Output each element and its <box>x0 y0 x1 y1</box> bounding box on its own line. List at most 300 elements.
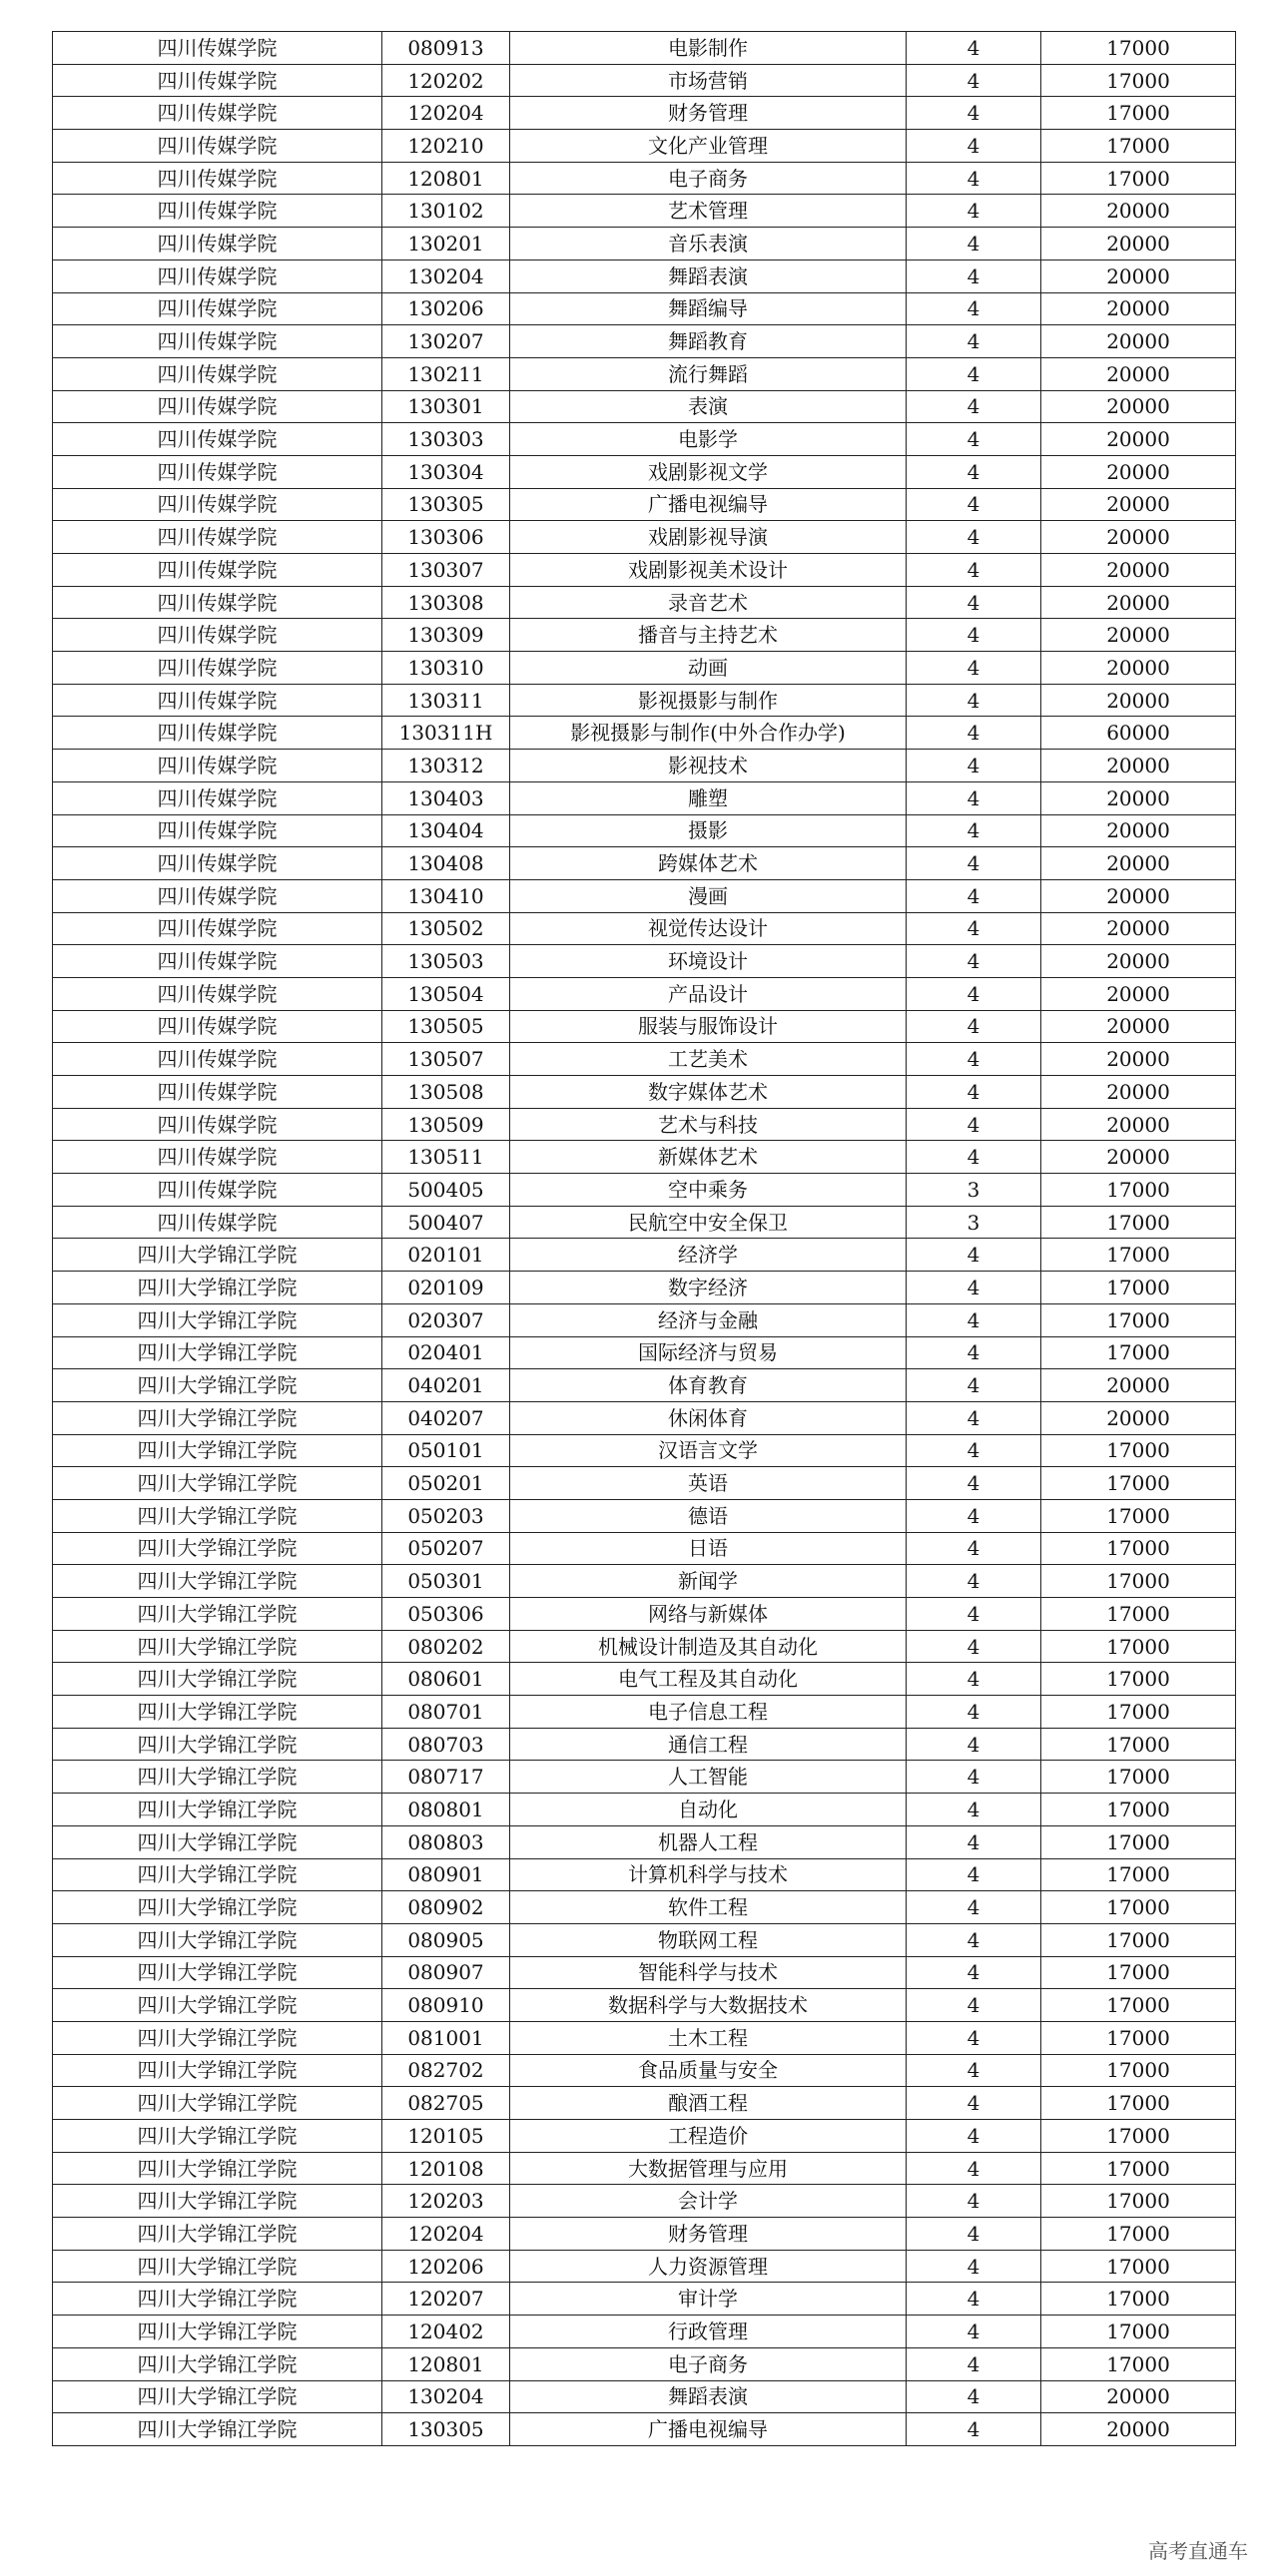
table-row <box>53 325 1236 358</box>
school-cell: 四川大学锦江学院 <box>53 2413 382 2446</box>
duration-cell: 4 <box>907 228 1041 260</box>
duration-cell: 4 <box>907 2380 1041 2413</box>
major-name-cell: 财务管理 <box>510 97 907 130</box>
table-row <box>53 684 1236 717</box>
duration-cell: 4 <box>907 977 1041 1010</box>
major-name-cell: 产品设计 <box>510 977 907 1010</box>
duration-cell: 4 <box>907 1401 1041 1434</box>
major-code-cell: 130201 <box>382 228 510 260</box>
major-name-cell: 影视技术 <box>510 750 907 782</box>
tuition-cell: 20000 <box>1041 2413 1236 2446</box>
school-cell: 四川大学锦江学院 <box>53 1369 382 1402</box>
table-row <box>53 97 1236 130</box>
duration-cell: 4 <box>907 1956 1041 1989</box>
table-row <box>53 162 1236 195</box>
major-code-cell: 120402 <box>382 2316 510 2348</box>
table-row <box>53 1532 1236 1565</box>
tuition-cell: 20000 <box>1041 2380 1236 2413</box>
school-cell: 四川传媒学院 <box>53 228 382 260</box>
major-name-cell: 艺术管理 <box>510 195 907 228</box>
major-code-cell: 130403 <box>382 781 510 814</box>
tuition-cell: 20000 <box>1041 879 1236 912</box>
tuition-cell: 17000 <box>1041 1434 1236 1467</box>
duration-cell: 4 <box>907 357 1041 390</box>
tuition-cell: 20000 <box>1041 1369 1236 1402</box>
school-cell: 四川大学锦江学院 <box>53 1401 382 1434</box>
major-name-cell: 动画 <box>510 652 907 685</box>
school-cell: 四川传媒学院 <box>53 1141 382 1174</box>
table-row <box>53 2283 1236 2316</box>
tuition-cell: 17000 <box>1041 1696 1236 1729</box>
table-row <box>53 292 1236 325</box>
school-cell: 四川大学锦江学院 <box>53 2347 382 2380</box>
duration-cell: 4 <box>907 2185 1041 2218</box>
duration-cell: 4 <box>907 2120 1041 2153</box>
table-row <box>53 1858 1236 1891</box>
duration-cell: 4 <box>907 292 1041 325</box>
tuition-cell: 17000 <box>1041 1825 1236 1858</box>
school-cell: 四川传媒学院 <box>53 912 382 945</box>
duration-cell: 4 <box>907 652 1041 685</box>
major-name-cell: 戏剧影视导演 <box>510 521 907 554</box>
school-cell: 四川传媒学院 <box>53 195 382 228</box>
duration-cell: 4 <box>907 1141 1041 1174</box>
school-cell: 四川传媒学院 <box>53 1010 382 1043</box>
school-cell: 四川大学锦江学院 <box>53 1467 382 1500</box>
duration-cell: 4 <box>907 162 1041 195</box>
tuition-cell: 17000 <box>1041 162 1236 195</box>
tuition-cell: 17000 <box>1041 1794 1236 1826</box>
major-code-cell: 020307 <box>382 1303 510 1336</box>
school-cell: 四川大学锦江学院 <box>53 2316 382 2348</box>
major-name-cell: 汉语言文学 <box>510 1434 907 1467</box>
school-cell: 四川大学锦江学院 <box>53 2283 382 2316</box>
table-row <box>53 879 1236 912</box>
school-cell: 四川大学锦江学院 <box>53 1761 382 1794</box>
major-code-cell: 130507 <box>382 1043 510 1076</box>
tuition-cell: 17000 <box>1041 1565 1236 1598</box>
table-row <box>53 2250 1236 2283</box>
tuition-cell: 20000 <box>1041 195 1236 228</box>
major-code-cell: 120204 <box>382 97 510 130</box>
major-code-cell: 080703 <box>382 1728 510 1761</box>
tuition-cell: 17000 <box>1041 2283 1236 2316</box>
school-cell: 四川大学锦江学院 <box>53 1923 382 1956</box>
school-cell: 四川传媒学院 <box>53 423 382 456</box>
duration-cell: 4 <box>907 488 1041 521</box>
table-row <box>53 717 1236 750</box>
major-code-cell: 080902 <box>382 1891 510 1924</box>
major-code-cell: 130511 <box>382 1141 510 1174</box>
tuition-cell: 20000 <box>1041 488 1236 521</box>
table-row <box>53 423 1236 456</box>
table-row <box>53 228 1236 260</box>
tuition-cell: 17000 <box>1041 2054 1236 2087</box>
tuition-cell: 17000 <box>1041 1272 1236 1304</box>
table-row <box>53 2347 1236 2380</box>
major-code-cell: 120203 <box>382 2185 510 2218</box>
tuition-cell: 20000 <box>1041 554 1236 587</box>
duration-cell: 4 <box>907 912 1041 945</box>
major-name-cell: 数字媒体艺术 <box>510 1076 907 1109</box>
school-cell: 四川传媒学院 <box>53 325 382 358</box>
major-code-cell: 130308 <box>382 586 510 619</box>
table-row <box>53 390 1236 423</box>
tuition-cell: 20000 <box>1041 847 1236 880</box>
major-name-cell: 电影制作 <box>510 32 907 65</box>
duration-cell: 4 <box>907 2218 1041 2251</box>
major-code-cell: 500407 <box>382 1206 510 1239</box>
major-name-cell: 数据科学与大数据技术 <box>510 1989 907 2022</box>
table-row <box>53 912 1236 945</box>
major-code-cell: 020109 <box>382 1272 510 1304</box>
table-row <box>53 1467 1236 1500</box>
duration-cell: 4 <box>907 1303 1041 1336</box>
major-code-cell: 120801 <box>382 162 510 195</box>
major-code-cell: 130408 <box>382 847 510 880</box>
school-cell: 四川传媒学院 <box>53 390 382 423</box>
duration-cell: 4 <box>907 1434 1041 1467</box>
school-cell: 四川传媒学院 <box>53 717 382 750</box>
duration-cell: 4 <box>907 781 1041 814</box>
school-cell: 四川大学锦江学院 <box>53 2054 382 2087</box>
major-name-cell: 雕塑 <box>510 781 907 814</box>
table-row <box>53 64 1236 97</box>
table-row <box>53 1206 1236 1239</box>
tuition-cell: 20000 <box>1041 325 1236 358</box>
major-name-cell: 机器人工程 <box>510 1825 907 1858</box>
major-name-cell: 艺术与科技 <box>510 1108 907 1141</box>
major-name-cell: 电影学 <box>510 423 907 456</box>
school-cell: 四川传媒学院 <box>53 292 382 325</box>
school-cell: 四川大学锦江学院 <box>53 1239 382 1272</box>
school-cell: 四川传媒学院 <box>53 619 382 652</box>
major-code-cell: 050306 <box>382 1598 510 1631</box>
duration-cell: 4 <box>907 1532 1041 1565</box>
major-code-cell: 130204 <box>382 259 510 292</box>
duration-cell: 4 <box>907 1794 1041 1826</box>
table-row <box>53 2316 1236 2348</box>
major-code-cell: 130503 <box>382 945 510 978</box>
duration-cell: 4 <box>907 1499 1041 1532</box>
duration-cell: 4 <box>907 1728 1041 1761</box>
duration-cell: 4 <box>907 32 1041 65</box>
table-row <box>53 2152 1236 2185</box>
duration-cell: 4 <box>907 1696 1041 1729</box>
school-cell: 四川传媒学院 <box>53 554 382 587</box>
major-name-cell: 影视摄影与制作 <box>510 684 907 717</box>
major-name-cell: 人力资源管理 <box>510 2250 907 2283</box>
duration-cell: 4 <box>907 717 1041 750</box>
tuition-cell: 17000 <box>1041 1663 1236 1696</box>
table-row <box>53 2380 1236 2413</box>
major-code-cell: 130310 <box>382 652 510 685</box>
major-code-cell: 130102 <box>382 195 510 228</box>
table-row <box>53 1630 1236 1663</box>
tuition-cell: 17000 <box>1041 1858 1236 1891</box>
duration-cell: 4 <box>907 1043 1041 1076</box>
duration-cell: 4 <box>907 1565 1041 1598</box>
duration-cell: 4 <box>907 945 1041 978</box>
major-name-cell: 服装与服饰设计 <box>510 1010 907 1043</box>
duration-cell: 4 <box>907 2347 1041 2380</box>
major-name-cell: 音乐表演 <box>510 228 907 260</box>
tuition-cell: 17000 <box>1041 130 1236 163</box>
table-row <box>53 554 1236 587</box>
major-code-cell: 080905 <box>382 1923 510 1956</box>
school-cell: 四川大学锦江学院 <box>53 2185 382 2218</box>
table-row <box>53 586 1236 619</box>
tuition-cell: 17000 <box>1041 1630 1236 1663</box>
tuition-cell: 20000 <box>1041 1076 1236 1109</box>
tuition-cell: 17000 <box>1041 2185 1236 2218</box>
major-name-cell: 行政管理 <box>510 2316 907 2348</box>
school-cell: 四川大学锦江学院 <box>53 1565 382 1598</box>
table-row <box>53 619 1236 652</box>
school-cell: 四川传媒学院 <box>53 652 382 685</box>
tuition-cell: 20000 <box>1041 423 1236 456</box>
duration-cell: 4 <box>907 64 1041 97</box>
school-cell: 四川大学锦江学院 <box>53 1336 382 1369</box>
major-code-cell: 050207 <box>382 1532 510 1565</box>
major-code-cell: 130502 <box>382 912 510 945</box>
school-cell: 四川传媒学院 <box>53 1043 382 1076</box>
table-row <box>53 2413 1236 2446</box>
duration-cell: 4 <box>907 521 1041 554</box>
tuition-cell: 17000 <box>1041 2218 1236 2251</box>
major-code-cell: 080907 <box>382 1956 510 1989</box>
major-code-cell: 050203 <box>382 1499 510 1532</box>
major-code-cell: 120210 <box>382 130 510 163</box>
major-code-cell: 130307 <box>382 554 510 587</box>
tuition-cell: 20000 <box>1041 652 1236 685</box>
major-code-cell: 130301 <box>382 390 510 423</box>
major-name-cell: 广播电视编导 <box>510 488 907 521</box>
major-name-cell: 民航空中安全保卫 <box>510 1206 907 1239</box>
school-cell: 四川大学锦江学院 <box>53 1303 382 1336</box>
major-code-cell: 080901 <box>382 1858 510 1891</box>
duration-cell: 4 <box>907 814 1041 847</box>
tuition-cell: 17000 <box>1041 2316 1236 2348</box>
tuition-cell: 17000 <box>1041 2021 1236 2054</box>
school-cell: 四川大学锦江学院 <box>53 2021 382 2054</box>
table-row <box>53 195 1236 228</box>
table-row <box>53 259 1236 292</box>
major-name-cell: 漫画 <box>510 879 907 912</box>
school-cell: 四川大学锦江学院 <box>53 1989 382 2022</box>
major-name-cell: 经济与金融 <box>510 1303 907 1336</box>
duration-cell: 4 <box>907 1989 1041 2022</box>
school-cell: 四川大学锦江学院 <box>53 1956 382 1989</box>
school-cell: 四川传媒学院 <box>53 781 382 814</box>
table-row <box>53 1728 1236 1761</box>
tuition-cell: 20000 <box>1041 357 1236 390</box>
tuition-cell: 20000 <box>1041 521 1236 554</box>
school-cell: 四川大学锦江学院 <box>53 1858 382 1891</box>
duration-cell: 4 <box>907 2152 1041 2185</box>
major-code-cell: 040207 <box>382 1401 510 1434</box>
table-row <box>53 1761 1236 1794</box>
duration-cell: 3 <box>907 1174 1041 1207</box>
table-row <box>53 1891 1236 1924</box>
major-code-cell: 130306 <box>382 521 510 554</box>
tuition-cell: 20000 <box>1041 619 1236 652</box>
major-name-cell: 舞蹈编导 <box>510 292 907 325</box>
table-row <box>53 455 1236 488</box>
school-cell: 四川大学锦江学院 <box>53 2250 382 2283</box>
major-code-cell: 020401 <box>382 1336 510 1369</box>
tuition-cell: 17000 <box>1041 64 1236 97</box>
duration-cell: 4 <box>907 2054 1041 2087</box>
major-code-cell: 130404 <box>382 814 510 847</box>
major-code-cell: 080701 <box>382 1696 510 1729</box>
tuition-cell: 17000 <box>1041 2152 1236 2185</box>
major-name-cell: 审计学 <box>510 2283 907 2316</box>
school-cell: 四川传媒学院 <box>53 814 382 847</box>
table-row <box>53 1696 1236 1729</box>
tuition-cell: 20000 <box>1041 1141 1236 1174</box>
table-row <box>53 1010 1236 1043</box>
school-cell: 四川大学锦江学院 <box>53 2087 382 2120</box>
major-name-cell: 大数据管理与应用 <box>510 2152 907 2185</box>
school-cell: 四川大学锦江学院 <box>53 1825 382 1858</box>
major-code-cell: 130211 <box>382 357 510 390</box>
major-name-cell: 戏剧影视文学 <box>510 455 907 488</box>
table-row <box>53 2087 1236 2120</box>
tuition-cell: 17000 <box>1041 1499 1236 1532</box>
major-code-cell: 130505 <box>382 1010 510 1043</box>
school-cell: 四川传媒学院 <box>53 97 382 130</box>
tuition-cell: 17000 <box>1041 1174 1236 1207</box>
table-row <box>53 1565 1236 1598</box>
school-cell: 四川传媒学院 <box>53 32 382 65</box>
school-cell: 四川传媒学院 <box>53 259 382 292</box>
duration-cell: 3 <box>907 1206 1041 1239</box>
major-name-cell: 舞蹈教育 <box>510 325 907 358</box>
major-code-cell: 120108 <box>382 2152 510 2185</box>
table-row <box>53 814 1236 847</box>
major-name-cell: 国际经济与贸易 <box>510 1336 907 1369</box>
duration-cell: 4 <box>907 1076 1041 1109</box>
duration-cell: 4 <box>907 2250 1041 2283</box>
school-cell: 四川传媒学院 <box>53 945 382 978</box>
tuition-cell: 20000 <box>1041 586 1236 619</box>
major-name-cell: 自动化 <box>510 1794 907 1826</box>
major-name-cell: 电气工程及其自动化 <box>510 1663 907 1696</box>
table-row <box>53 1598 1236 1631</box>
major-name-cell: 录音艺术 <box>510 586 907 619</box>
major-name-cell: 舞蹈表演 <box>510 259 907 292</box>
duration-cell: 4 <box>907 554 1041 587</box>
major-code-cell: 130508 <box>382 1076 510 1109</box>
tuition-table <box>52 31 1236 2446</box>
duration-cell: 4 <box>907 684 1041 717</box>
table-row <box>53 2185 1236 2218</box>
school-cell: 四川大学锦江学院 <box>53 2218 382 2251</box>
duration-cell: 4 <box>907 1891 1041 1924</box>
major-name-cell: 英语 <box>510 1467 907 1500</box>
major-name-cell: 会计学 <box>510 2185 907 2218</box>
school-cell: 四川大学锦江学院 <box>53 2380 382 2413</box>
tuition-cell: 17000 <box>1041 97 1236 130</box>
major-code-cell: 050201 <box>382 1467 510 1500</box>
major-name-cell: 跨媒体艺术 <box>510 847 907 880</box>
major-name-cell: 体育教育 <box>510 1369 907 1402</box>
major-name-cell: 计算机科学与技术 <box>510 1858 907 1891</box>
major-name-cell: 流行舞蹈 <box>510 357 907 390</box>
duration-cell: 4 <box>907 1858 1041 1891</box>
tuition-cell: 20000 <box>1041 390 1236 423</box>
tuition-cell: 20000 <box>1041 1401 1236 1434</box>
table-row <box>53 1272 1236 1304</box>
tuition-cell: 20000 <box>1041 1043 1236 1076</box>
table-row <box>53 1923 1236 1956</box>
major-code-cell: 130410 <box>382 879 510 912</box>
table-row <box>53 1663 1236 1696</box>
major-code-cell: 130312 <box>382 750 510 782</box>
school-cell: 四川大学锦江学院 <box>53 1532 382 1565</box>
school-cell: 四川传媒学院 <box>53 1174 382 1207</box>
table-row <box>53 1076 1236 1109</box>
major-code-cell: 040201 <box>382 1369 510 1402</box>
major-code-cell: 500405 <box>382 1174 510 1207</box>
tuition-cell: 17000 <box>1041 1956 1236 1989</box>
tuition-cell: 20000 <box>1041 259 1236 292</box>
major-name-cell: 视觉传达设计 <box>510 912 907 945</box>
tuition-cell: 20000 <box>1041 684 1236 717</box>
duration-cell: 4 <box>907 1923 1041 1956</box>
duration-cell: 4 <box>907 1761 1041 1794</box>
tuition-cell: 17000 <box>1041 1728 1236 1761</box>
table-row <box>53 488 1236 521</box>
school-cell: 四川传媒学院 <box>53 357 382 390</box>
table-row <box>53 1303 1236 1336</box>
major-code-cell: 130504 <box>382 977 510 1010</box>
table-row <box>53 847 1236 880</box>
duration-cell: 4 <box>907 1272 1041 1304</box>
table-row <box>53 1141 1236 1174</box>
major-name-cell: 通信工程 <box>510 1728 907 1761</box>
major-code-cell: 120801 <box>382 2347 510 2380</box>
major-code-cell: 130305 <box>382 488 510 521</box>
tuition-cell: 20000 <box>1041 228 1236 260</box>
major-code-cell: 130309 <box>382 619 510 652</box>
major-code-cell: 130206 <box>382 292 510 325</box>
major-name-cell: 环境设计 <box>510 945 907 978</box>
major-name-cell: 电子商务 <box>510 162 907 195</box>
major-code-cell: 020101 <box>382 1239 510 1272</box>
major-name-cell: 软件工程 <box>510 1891 907 1924</box>
table-row <box>53 1043 1236 1076</box>
major-name-cell: 空中乘务 <box>510 1174 907 1207</box>
school-cell: 四川传媒学院 <box>53 130 382 163</box>
duration-cell: 4 <box>907 390 1041 423</box>
tuition-cell: 17000 <box>1041 1598 1236 1631</box>
major-name-cell: 舞蹈表演 <box>510 2380 907 2413</box>
table-row <box>53 1174 1236 1207</box>
school-cell: 四川大学锦江学院 <box>53 1696 382 1729</box>
major-code-cell: 120207 <box>382 2283 510 2316</box>
tuition-cell: 17000 <box>1041 1303 1236 1336</box>
major-name-cell: 广播电视编导 <box>510 2413 907 2446</box>
school-cell: 四川传媒学院 <box>53 847 382 880</box>
duration-cell: 4 <box>907 97 1041 130</box>
tuition-cell: 60000 <box>1041 717 1236 750</box>
major-code-cell: 120204 <box>382 2218 510 2251</box>
tuition-table-body <box>53 32 1236 2446</box>
school-cell: 四川传媒学院 <box>53 455 382 488</box>
table-row <box>53 130 1236 163</box>
